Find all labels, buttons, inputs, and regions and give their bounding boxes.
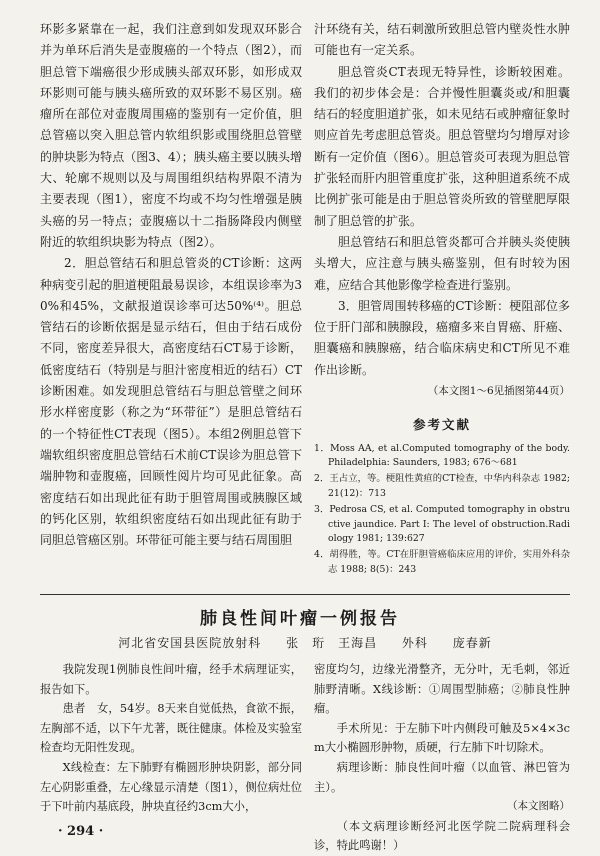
figure-note: （本文图1～6见插图第44页） — [427, 385, 570, 398]
figure-note: （本文图略） — [507, 800, 570, 813]
article1-right-column — [314, 19, 570, 579]
body-paragraph: 胆总管结石和胆总管炎都可合并胰头炎使胰头增大，应注意与胰头癌鉴别，但有时较为困难，应结合其他影像学检查进行鉴别。 — [314, 234, 570, 292]
author-names: 张 珩 王海昌 — [286, 636, 378, 650]
page-number: · 294 · — [58, 824, 104, 839]
author-names: 庞春新 — [452, 636, 492, 650]
author-line — [40, 634, 570, 651]
body-paragraph: 2．胆总管结石和胆总管炎的CT诊断：这两种病变引起的胆道梗阻最易误诊，本组误诊率为30%和45%，文献报道误诊率可达50%⁽⁴⁾。胆总管结石的诊断依据是显示结石，但由于结石成份不同，密度差异很大，高密度结石CT易于诊断，低密度结石（特别是与胆汁密度相近的结石）CT诊断困难。如发现胆总管结石与胆总管壁之间环形水样密度影（称之为“环带征”）是胆总管结石的一个特征性CT表现（图5）。本组2例胆总管下端软组织密度胆总管结石术前CT误诊为胆总管下端肿物和壶腹癌，回顾性阅片均可见此征象。高密度结石如出现此征有助于胆管周围或胰腺区域的钙化区别，软组织密度结石如出现此征有助于同胆总管癌区别。环带征可能主要与结石周围胆 — [40, 256, 302, 548]
body-paragraph: 汁环绕有关，结石刺激所致胆总管内壁炎性水肿可能也有一定关系。 — [314, 22, 570, 58]
body-paragraph: 环影多紧靠在一起，我们注意到如发现双环影合并为单环后消失是壶腹癌的一个特点（图2），而胆总管下端癌很少形成胰头部双环影，如形成双环影则可能与胰头癌所致的双环影不易区别。癌瘤所在部位对壶腹周围癌的鉴别有一定价值，胆总管癌以突入胆总管内软组织影或围绕胆总管壁的肿块影为特点（图3、4）；胰头癌主要以胰头增大、轮廓不规则以及与周围组织结构界限不清为主要表现（图1），密度不均或不均匀性增强是胰头癌的另一特点；壶腹癌以十二指肠降段内侧壁附近的软组织块影为特点（图2）。 — [40, 22, 302, 249]
institution: 河北省安国县医院放射科 — [118, 636, 262, 650]
reference-item: 1．Moss AA, et al.Computed tomography of the body. Philadelphia: Saunders, 1983; 676～681 — [314, 442, 570, 469]
body-paragraph: 密度均匀，边缘光滑整齐，无分叶，无毛刺，邻近肺野清晰。X线诊断：①周围型肺癌；②肺良性肿瘤。 — [314, 663, 570, 716]
reference-item: 2．王占立，等。梗阻性黄疸的CT检查，中华内科杂志 1982; 21(12)：713 — [314, 473, 570, 499]
body-paragraph: 我院发现1例肺良性间叶瘤，经手术病理证实，报告如下。 — [40, 663, 302, 696]
body-paragraph: 胆总管炎CT表现无特异性，诊断较困难。我们的初步体会是：合并慢性胆囊炎或/和胆囊结石的轻度胆道扩张，如未见结石或肿瘤征象时则应首先考虑胆总管炎。胆总管壁均匀增厚对诊断有一定价值（图6）。胆总管炎可表现为胆总管扩张轻而肝内胆管重度扩张，这种胆道系统不成比例扩张可能是由于胆总管炎所致的管壁肥厚限制了胆总管的扩张。 — [314, 64, 570, 228]
article-title: 肺良性间叶瘤一例报告 — [200, 609, 400, 629]
body-paragraph: 患者 女，54岁。8天来自觉低热，食欲不振，左胸部不适，以下午尤著，既往健康。体检及实验室检查均无阳性发现。 — [40, 702, 302, 755]
body-paragraph: 手术所见：于左肺下叶内侧段可触及5×4×3cm大小椭圆形肿物，质硬，行左肺下叶切除术。 — [314, 721, 570, 755]
article2-right-column — [314, 660, 570, 856]
reference-item: 3．Pedrosa CS, et al. Computed tomography in obstructive jaundice. Part I: The level of obstruction.Radiology 1981; 139:627 — [314, 504, 570, 545]
article2-left-column — [40, 660, 302, 817]
department: 外科 — [401, 636, 428, 650]
references-title: 参考文献 — [412, 417, 471, 433]
article-divider — [40, 594, 570, 595]
body-paragraph: 病理诊断：肺良性间叶瘤（以血管、淋巴管为主）。 — [314, 760, 570, 794]
acknowledgement: （本文病理诊断经河北医学院二院病理科会诊，特此鸣谢！） — [314, 819, 570, 853]
reference-item: 4．胡得胜，等。CT在肝胆管癌临床应用的评价，实用外科杂志 1988; 8(5)：243 — [314, 549, 570, 575]
body-paragraph: X线检查：左下肺野有椭圆形肿块阴影，部分同左心阴影重叠，左心缘显示清楚（图1），侧位病灶位于下叶前内基底段，肿块直径约3cm大小， — [40, 760, 302, 814]
article1-left-column — [40, 19, 302, 551]
body-paragraph: 3．胆管周围转移癌的CT诊断：梗阻部位多位于肝门部和胰腺段，癌瘤多来自胃癌、肝癌、胆囊癌和胰腺癌，结合临床病史和CT所见不难作出诊断。 — [314, 298, 570, 377]
